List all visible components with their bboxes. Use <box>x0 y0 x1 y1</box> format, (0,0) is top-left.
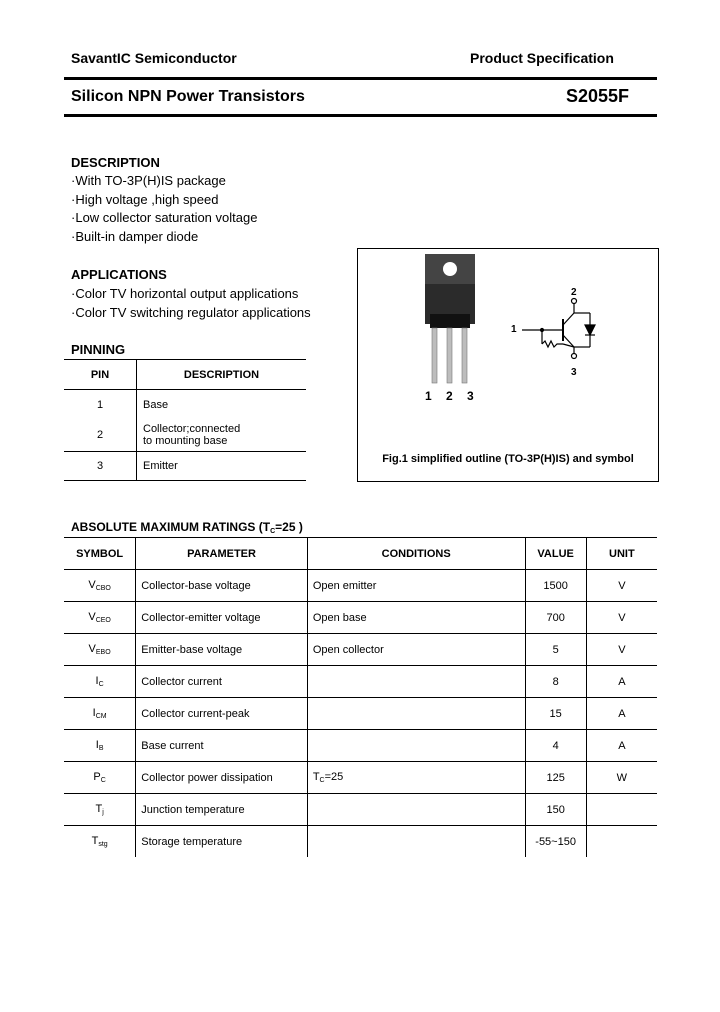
table-row: $I_C$ Collector current 8 A <box>64 666 657 698</box>
mounting-hole <box>443 262 457 276</box>
conditions-column-header: CONDITIONS <box>307 538 525 570</box>
parameter-column-header: PARAMETER <box>136 538 308 570</box>
figure-caption: Fig.1 simplified outline (TO-3P(H)IS) and symbol <box>382 453 634 465</box>
lead-label-3: 3 <box>467 389 474 403</box>
symbol-label-base: 1 <box>511 324 517 335</box>
description-column-header: DESCRIPTION <box>137 360 307 390</box>
lead-label-1: 1 <box>425 389 432 403</box>
header-rule-bottom <box>64 114 657 117</box>
applications-heading: APPLICATIONS <box>71 267 167 282</box>
table-row: $I_{CM}$ Collector current-peak 15 A <box>64 698 657 730</box>
list-item: · Color TV switching regulator applications <box>71 304 311 323</box>
table-row: $V_{CBO}$ Collector-base voltage Open emitter 1500 V <box>64 570 657 602</box>
pin-number: 2 <box>64 420 137 452</box>
document-type: Product Specification <box>470 50 614 66</box>
table-row: $T_{stg}$ Storage temperature -55~150 <box>64 826 657 858</box>
table-row: $V_{CEO}$ Collector-emitter voltage Open base 700 V <box>64 602 657 634</box>
company-name: SavantIC Semiconductor <box>71 50 237 66</box>
description-heading: DESCRIPTION <box>71 155 160 170</box>
table-row <box>64 420 306 452</box>
list-item: · Low collector saturation voltage <box>71 209 257 228</box>
pin-number: 3 <box>64 452 137 481</box>
symbol-column-header: SYMBOL <box>64 538 136 570</box>
table-row <box>64 390 306 420</box>
part-number: S2055F <box>566 86 630 106</box>
list-item: · With TO-3P(H)IS package <box>71 172 257 191</box>
pin-column-header: PIN <box>64 360 137 390</box>
header-rule-top <box>64 77 657 80</box>
pin-description: Emitter <box>137 452 307 481</box>
pinning-heading: PINNING <box>71 342 126 357</box>
table-row: $I_B$ Base current 4 A <box>64 730 657 762</box>
table-row: $P_C$ Collector power dissipation $T_C=25$ 125 W <box>64 762 657 794</box>
pin-description: Base <box>137 390 307 420</box>
table-row <box>64 452 306 481</box>
list-item: · Built-in damper diode <box>71 228 257 247</box>
ratings-heading: ABSOLUTE MAXIMUM RATINGS ($T_C=25$ ) <box>71 520 303 535</box>
table-row: $V_{EBO}$ Emitter-base voltage Open collector 5 V <box>64 634 657 666</box>
symbol-label-collector: 2 <box>571 287 577 298</box>
pin-number: 1 <box>64 390 137 420</box>
list-item: · High voltage ,high speed <box>71 191 257 210</box>
description-list <box>71 172 257 247</box>
value-column-header: VALUE <box>525 538 586 570</box>
applications-list <box>71 285 311 322</box>
ratings-table <box>64 537 657 857</box>
pinning-table <box>64 359 306 481</box>
unit-column-header: UNIT <box>586 538 657 570</box>
package-outline-drawing <box>358 249 658 449</box>
page-title: Silicon NPN Power Transistors <box>71 88 305 105</box>
symbol-label-emitter: 3 <box>571 367 577 378</box>
table-row: $T_j$ Junction temperature 150 <box>64 794 657 826</box>
figure-box <box>357 248 659 482</box>
lead-label-2: 2 <box>446 389 453 403</box>
list-item: · Color TV horizontal output applications <box>71 285 311 304</box>
pin-description: Collector;connected to mounting base <box>137 420 307 452</box>
transistor-symbol <box>522 299 595 359</box>
